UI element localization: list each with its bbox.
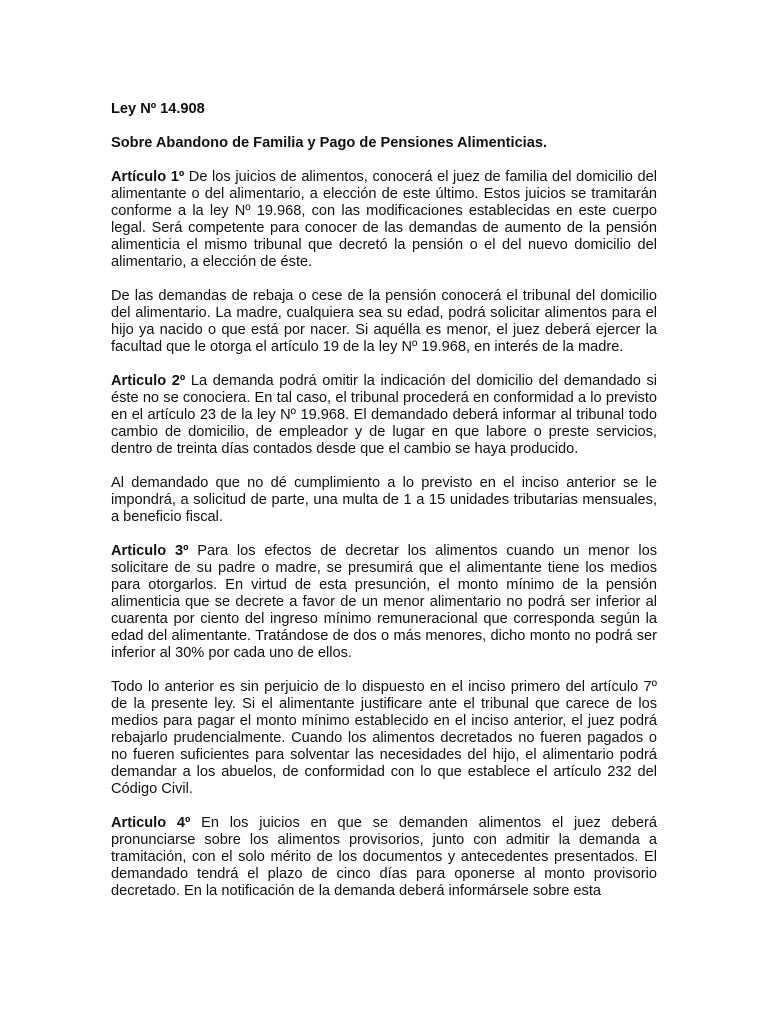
article-label: Articulo 2º [111,373,186,389]
paragraph-article-1 [111,169,657,271]
article-label: Articulo 4º [111,815,191,831]
paragraph-article-2 [111,373,657,458]
paragraph-text: De los juicios de alimentos, conocerá el juez de familia del domicilio del alimentante o del alimentario, a elección de este último. Estos juicios se tramitarán conforme a la ley Nº 19.968, con las modificaciones establecidas en este cuerpo legal. Será competente para conocer de las demandas de aumento de la pensión alimenticia el mismo tribunal que decretó la pensión o el del nuevo domicilio del alimentario, a elección de éste. [111,169,657,270]
paragraph-text: La demanda podrá omitir la indicación del domicilio del demandado si éste no se conociera. En tal caso, el tribunal procederá en conformidad a lo previsto en el artículo 23 de la ley Nº 19.968. El demandado deberá informar al tribunal todo cambio de domicilio, de empleador y de lugar en que labore o preste servicios, dentro de treinta días contados desde que el cambio se haya producido. [111,373,658,457]
article-label: Artículo 1º [111,169,185,185]
document-page [111,101,657,917]
law-title: Ley Nº 14.908 [111,101,205,117]
paragraph-text: En los juicios en que se demanden alimentos el juez deberá pronunciarse sobre los alimentos provisorios, junto con admitir la demanda a tramitación, con el solo mérito de los documentos y antecedentes presentados. El demandado tendrá el plazo de cinco días para oponerse al monto provisorio decretado. En la notificación de la demanda deberá informársele sobre esta [111,815,657,899]
paragraph-article-2-continued [111,475,657,526]
paragraph-article-4 [111,815,657,900]
paragraph-text: De las demandas de rebaja o cese de la pensión conocerá el tribunal del domicilio del alimentario. La madre, cualquiera sea su edad, podrá solicitar alimentos para el hijo ya nacido o que está por nacer. Si aquélla es menor, el juez deberá ejercer la facultad que le otorga el artículo 19 de la ley Nº 19.968, en interés de la madre. [111,288,657,355]
paragraph-article-1-continued [111,288,657,356]
paragraph-text: Para los efectos de decretar los alimentos cuando un menor los solicitare de su padre o madre, se presumirá que el alimentante tiene los medios para otorgarlos. En virtud de esta presunción, el monto mínimo de la pensión alimenticia que se decrete a favor de un menor alimentario no podrá ser inferior al cuarenta por ciento del ingreso mínimo remuneracional que corresponda según la edad del alimentante. Tratándose de dos o más menores, dicho monto no podrá ser inferior al 30% por cada uno de ellos. [111,543,657,661]
paragraph-article-3-continued [111,679,657,798]
paragraph-text: Todo lo anterior es sin perjuicio de lo dispuesto en el inciso primero del artículo 7º de la presente ley. Si el alimentante justificare ante el tribunal que carece de los medios para pagar el monto mínimo establecido en el inciso anterior, el juez podrá rebajarlo prudencialmente. Cuando los alimentos decretados no fueren pagados o no fueren suficientes para solventar las necesidades del hijo, el alimentario podrá demandar a los abuelos, de conformidad con lo que establece el artículo 232 del Código Civil. [111,679,657,797]
article-label: Articulo 3º [111,543,189,559]
paragraph-text: Al demandado que no dé cumplimiento a lo previsto en el inciso anterior se le impondrá, a solicitud de parte, una multa de 1 a 15 unidades tributarias mensuales, a beneficio fiscal. [111,475,657,525]
law-subtitle: Sobre Abandono de Familia y Pago de Pensiones Alimenticias. [111,135,548,151]
paragraph-article-3 [111,543,657,662]
